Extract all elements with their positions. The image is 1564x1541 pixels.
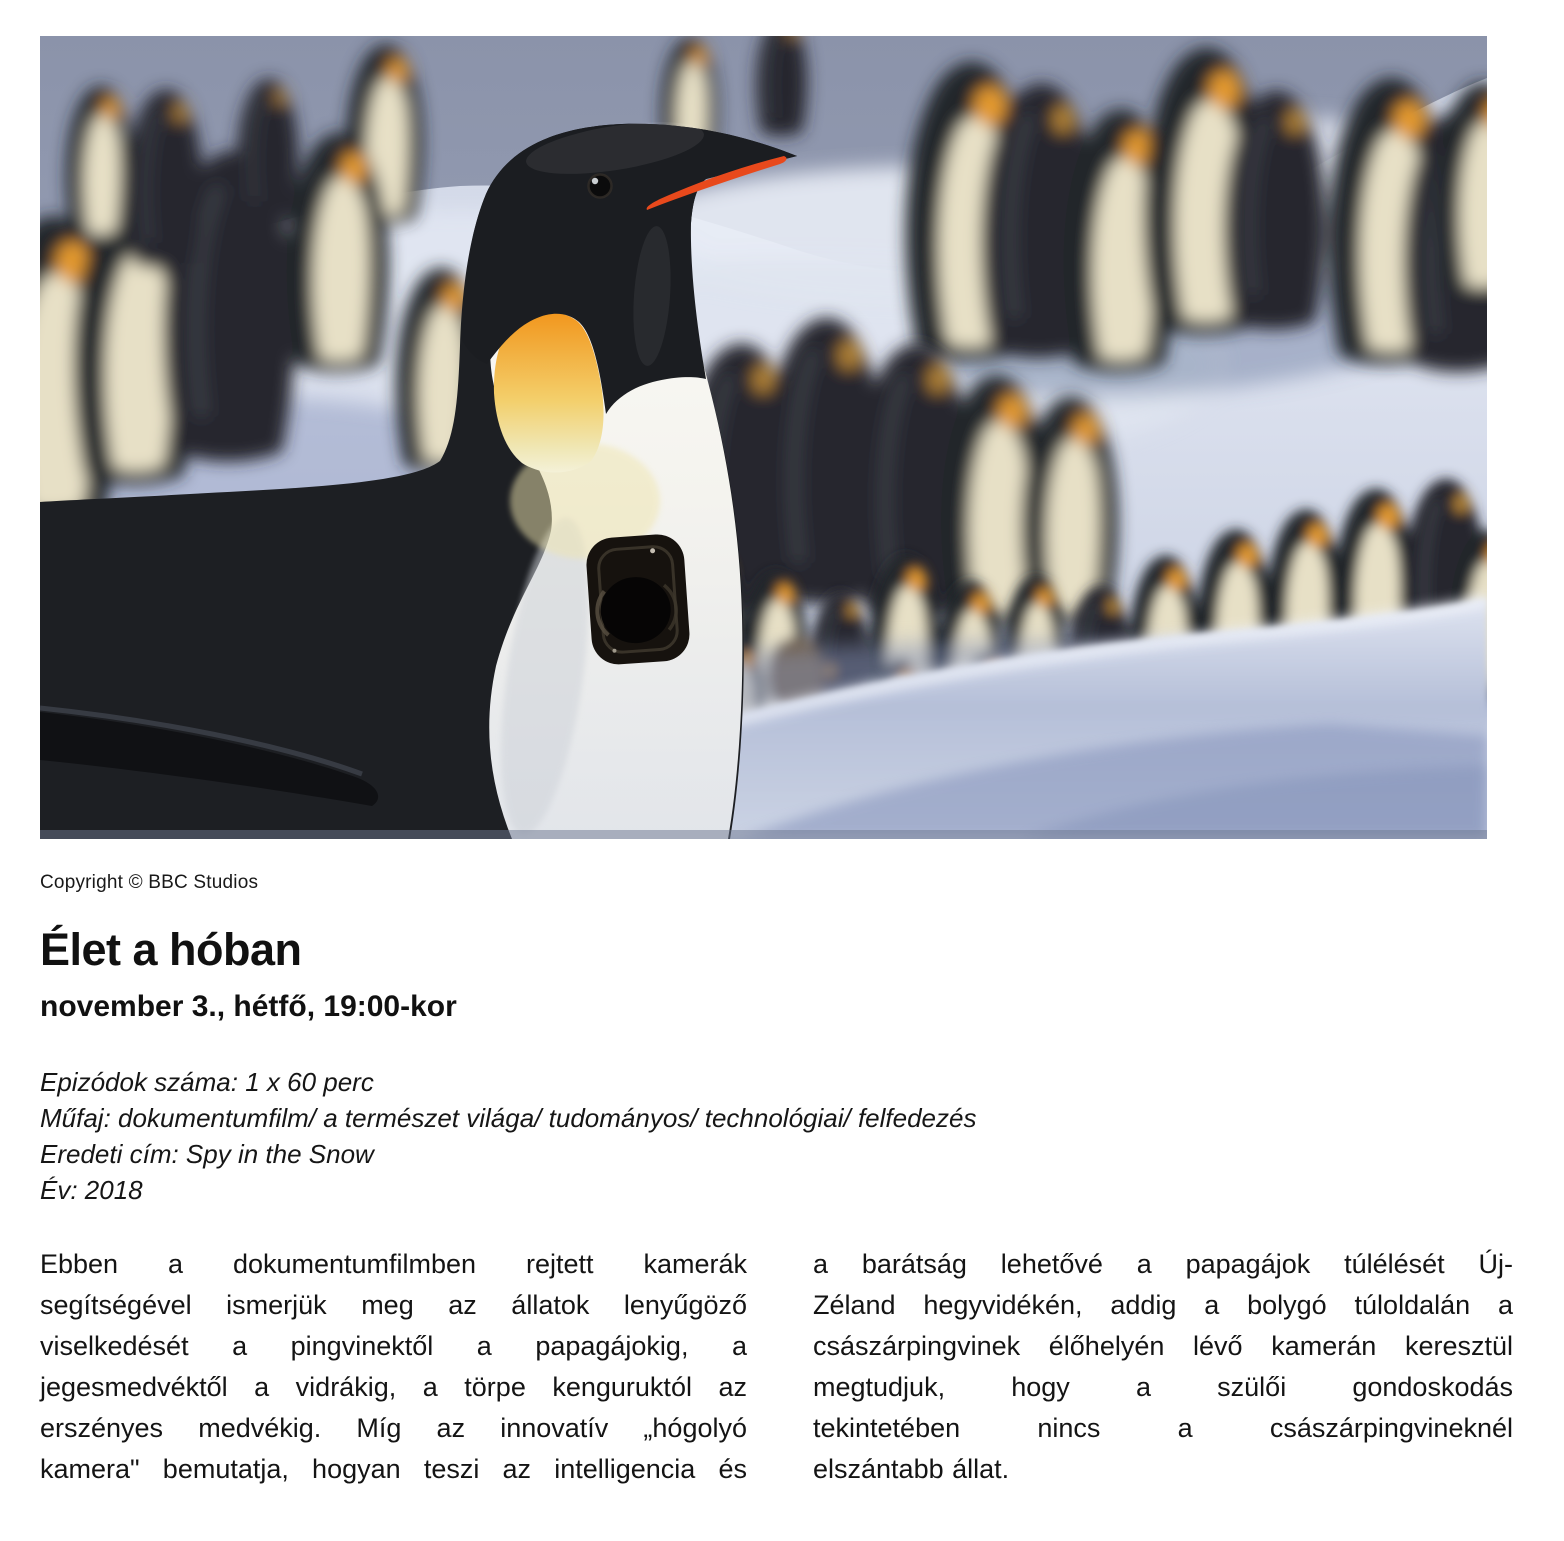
- photo-bottom-edge-shadow: [40, 830, 1487, 839]
- text-line: jegesmedvéktől a vidrákig, a törpe kenguruktól az: [40, 1372, 747, 1402]
- text-line: segítségével ismerjük meg az állatok lenyűgöző: [40, 1290, 747, 1320]
- text-line: viselkedését a pingvinektől a papagájokig, a: [40, 1331, 747, 1361]
- text-line: a barátság lehetővé a papagájok túlélését Új-: [813, 1249, 1513, 1279]
- text-line: tekintetében nincs a császárpingvineknél: [813, 1413, 1513, 1443]
- text-line: Zéland hegyvidékén, addig a bolygó túloldalán a: [813, 1290, 1513, 1320]
- program-metadata: [40, 1064, 1490, 1208]
- text-line: Év: 2018: [40, 1175, 143, 1205]
- photo-caption: Copyright © BBC Studios: [40, 872, 259, 893]
- hidden-camera: [585, 533, 692, 667]
- text-line: Műfaj: dokumentumfilm/ a természet világa/ tudományos/ technológiai/ felfedezés: [40, 1103, 977, 1133]
- text-line: császárpingvinek élőhelyén lévő kamerán keresztül: [813, 1331, 1513, 1361]
- text-line: erszényes medvékig. Míg az innovatív „hógolyó: [40, 1413, 747, 1443]
- text-line: megtudjuk, hogy a szülői gondoskodás: [813, 1372, 1513, 1402]
- penguin-eye: [589, 175, 612, 198]
- text-line: elszántabb állat.: [813, 1454, 1010, 1484]
- page-title: Élet a hóban: [40, 924, 302, 975]
- text-line: Eredeti cím: Spy in the Snow: [40, 1139, 374, 1169]
- broadcast-datetime: november 3., hétfő, 19:00-kor: [40, 990, 457, 1023]
- description-columns: [40, 1244, 1513, 1490]
- description-left-column: [40, 1244, 747, 1490]
- text-line: kamera" bemutatja, hogyan teszi az intelligencia és: [40, 1454, 747, 1484]
- background-penguins-ridge-group: [906, 48, 1487, 372]
- hero-photo: [40, 36, 1487, 839]
- description-right-column: [813, 1244, 1513, 1490]
- text-line: Epizódok száma: 1 x 60 perc: [40, 1067, 374, 1097]
- penguin-photo-illustration: [40, 36, 1487, 839]
- text-line: Ebben a dokumentumfilmben rejtett kamerák: [40, 1249, 747, 1279]
